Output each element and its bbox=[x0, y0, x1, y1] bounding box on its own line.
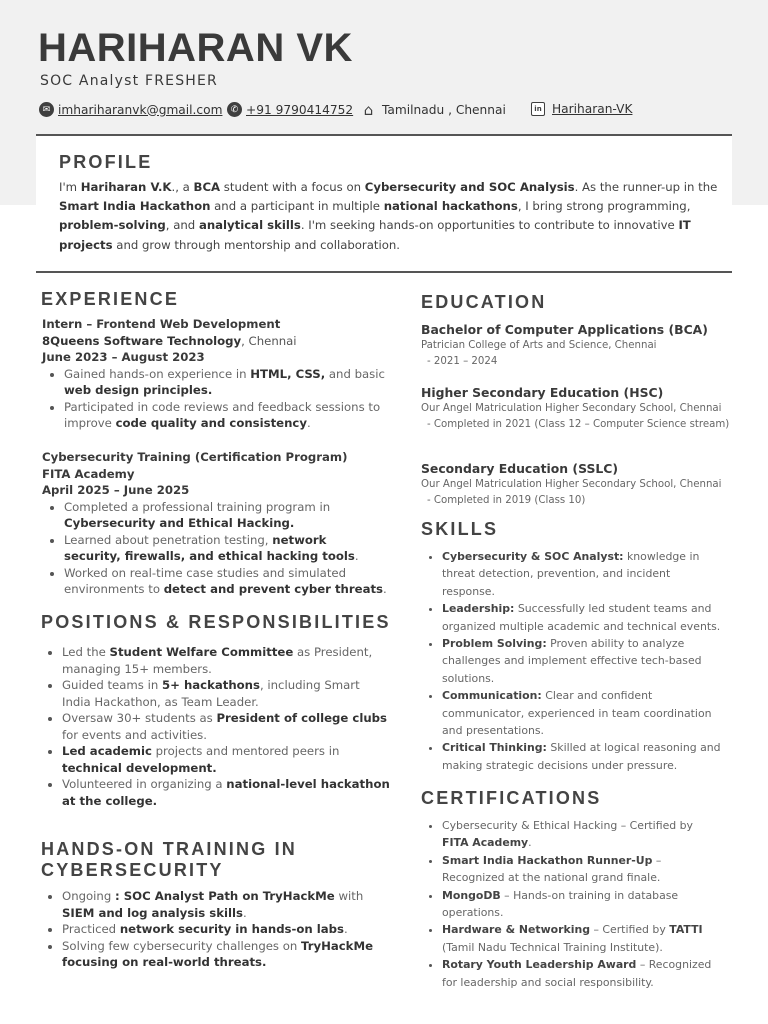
candidate-name: HARIHARAN VK bbox=[38, 26, 353, 70]
text: Led the bbox=[62, 645, 110, 659]
job-place: , Chennai bbox=[241, 333, 297, 348]
email-contact[interactable] bbox=[39, 102, 222, 117]
text: student with a focus on bbox=[220, 180, 365, 194]
text: Worked on real-time case studies and simulated environments to bbox=[64, 565, 347, 596]
linkedin-link[interactable]: Hariharan-VK bbox=[552, 102, 633, 116]
text: Oversaw 30+ students as bbox=[62, 711, 217, 725]
job-org: FITA Academy bbox=[42, 466, 135, 481]
text: . bbox=[383, 582, 387, 596]
phone-contact[interactable] bbox=[227, 102, 353, 117]
profile-summary bbox=[59, 178, 721, 255]
bold-text: Smart India Hackathon Runner-Up bbox=[442, 853, 653, 867]
location-contact bbox=[361, 102, 506, 117]
institution: Our Angel Matriculation Higher Secondary School, Chennai bbox=[421, 403, 722, 414]
list-item bbox=[442, 687, 722, 739]
job-dates: June 2023 – August 2023 bbox=[42, 350, 205, 364]
text: ., a bbox=[171, 180, 194, 194]
bold-text: Leadership: bbox=[442, 602, 515, 616]
text: . bbox=[306, 416, 311, 430]
experience-job bbox=[42, 316, 387, 432]
text: Clear and confident communicator, experienced in team coordination and presentations. bbox=[442, 689, 712, 738]
list-item bbox=[62, 921, 390, 938]
certifications-section bbox=[422, 817, 722, 991]
list-item bbox=[442, 739, 722, 774]
text: Learned about penetration testing, bbox=[64, 532, 273, 547]
bold-text: BCA bbox=[193, 180, 221, 194]
bold-text: Smart India Hackathon bbox=[59, 199, 211, 214]
job-title: Cybersecurity Training (Certification Program) bbox=[42, 450, 348, 464]
text: (Tamil Nadu Technical Training Institute). bbox=[442, 940, 663, 954]
mail-icon: ✉ bbox=[39, 102, 54, 117]
job-title: Intern – Frontend Web Development bbox=[42, 317, 281, 331]
experience-job bbox=[42, 449, 387, 598]
list-item bbox=[64, 532, 387, 565]
degree-title: Secondary Education (SSLC) bbox=[421, 461, 619, 476]
institution: Patrician College of Arts and Science, Chennai bbox=[421, 340, 657, 351]
list-item bbox=[442, 921, 722, 956]
bold-text: IT projects bbox=[59, 218, 691, 252]
list-item bbox=[64, 366, 387, 399]
bold-text: Communication: bbox=[442, 689, 542, 703]
text: Successfully led student teams and organized multiple academic and technical events. bbox=[442, 602, 721, 633]
bold-text: national hackathons bbox=[383, 199, 518, 214]
bold-text: : SOC Analyst Path on TryHackMe bbox=[114, 889, 335, 903]
bold-text: detect and prevent cyber threats bbox=[163, 582, 383, 596]
list-item bbox=[442, 600, 722, 635]
bold-text: Cybersecurity & SOC Analyst: bbox=[442, 550, 624, 563]
education-item bbox=[421, 460, 731, 508]
bold-text: Led academic bbox=[62, 744, 152, 758]
education-detail: - Completed in 2021 (Class 12 – Computer Science stream) bbox=[427, 418, 730, 430]
degree-title: Bachelor of Computer Applications (BCA) bbox=[421, 322, 708, 337]
job-bullets bbox=[42, 499, 387, 598]
phone-link[interactable]: +91 9790414752 bbox=[246, 102, 354, 117]
experience-heading: EXPERIENCE bbox=[41, 289, 180, 309]
bold-text: code quality and consistency bbox=[115, 416, 307, 430]
training-section bbox=[40, 888, 390, 971]
text: projects and mentored peers in bbox=[151, 744, 340, 758]
bold-text: SIEM and log analysis skills bbox=[62, 905, 243, 920]
list-item bbox=[442, 548, 722, 600]
list-item bbox=[62, 710, 390, 743]
list-item bbox=[442, 887, 722, 922]
divider bbox=[36, 271, 732, 273]
degree-title: Higher Secondary Education (HSC) bbox=[421, 385, 664, 400]
text: Completed a professional training program in bbox=[64, 499, 331, 514]
job-subtitle: SOC Analyst FRESHER bbox=[40, 73, 218, 89]
training-heading-line1: HANDS-ON TRAINING IN bbox=[41, 839, 297, 859]
training-heading bbox=[41, 839, 297, 881]
linkedin-contact[interactable] bbox=[531, 102, 632, 116]
text: Gained hands-on experience in bbox=[64, 366, 251, 381]
bold-text: TATTI bbox=[669, 923, 703, 937]
text: , including Smart India Hackathon, as Team Leader. bbox=[62, 678, 360, 709]
skills-section bbox=[422, 548, 722, 774]
list-item bbox=[62, 743, 390, 776]
text: Participated in code reviews and feedback sessions to improve bbox=[64, 399, 381, 430]
text: . bbox=[344, 922, 348, 936]
list-item bbox=[64, 499, 387, 532]
bold-text: HTML, CSS, bbox=[250, 366, 326, 381]
bold-text: President of college clubs bbox=[216, 711, 387, 725]
bold-text: 5+ hackathons bbox=[161, 678, 260, 692]
certifications-heading: CERTIFICATIONS bbox=[421, 788, 602, 808]
linkedin-icon: in bbox=[531, 102, 545, 116]
education-item bbox=[421, 384, 731, 432]
text: . bbox=[242, 905, 247, 920]
list-item bbox=[442, 852, 722, 887]
profile-heading: PROFILE bbox=[59, 152, 153, 172]
text: Skilled at logical reasoning and making strategic decisions under pressure. bbox=[442, 741, 721, 772]
bold-text: network security in hands-on labs bbox=[119, 922, 345, 936]
text: for events and activities. bbox=[62, 727, 207, 742]
bold-text: analytical skills bbox=[198, 218, 301, 233]
text: Solving few cybersecurity challenges on bbox=[62, 938, 302, 953]
job-dates: April 2025 – June 2025 bbox=[42, 483, 190, 497]
text: , I bring strong programming, bbox=[517, 199, 691, 214]
bold-text: Cybersecurity and SOC Analysis bbox=[364, 180, 575, 194]
education-detail: - 2021 – 2024 bbox=[427, 355, 498, 367]
text: – Recognized for leadership and social responsibility. bbox=[442, 958, 712, 989]
list-item bbox=[62, 776, 390, 809]
text: knowledge in threat detection, prevention, and incident response. bbox=[442, 550, 700, 598]
bold-text: Student Welfare Committee bbox=[109, 645, 294, 659]
bold-text: Cybersecurity and Ethical Hacking. bbox=[64, 516, 295, 530]
list-item bbox=[62, 644, 390, 677]
bold-text: Hariharan V.K bbox=[80, 180, 172, 194]
list-item bbox=[442, 635, 722, 687]
text: Volunteered in organizing a bbox=[62, 777, 227, 791]
skills-list bbox=[422, 548, 722, 774]
text: and basic bbox=[325, 366, 385, 381]
text: . As the runner-up in the bbox=[574, 180, 718, 194]
bold-text: web design principles. bbox=[64, 383, 213, 397]
positions-section bbox=[40, 644, 390, 809]
text: and grow through mentorship and collaboration. bbox=[112, 237, 400, 252]
job-org-line bbox=[42, 333, 387, 350]
skills-heading: SKILLS bbox=[421, 519, 499, 539]
list-item bbox=[62, 938, 390, 971]
bold-text: TryHackMe focusing on real-world threats. bbox=[62, 938, 374, 969]
institution: Our Angel Matriculation Higher Secondary School, Chennai bbox=[421, 479, 722, 490]
bold-text: problem-solving bbox=[59, 218, 166, 233]
bold-text: Problem Solving: bbox=[442, 637, 547, 651]
list-item bbox=[62, 888, 390, 921]
email-link[interactable]: imhariharanvk@gmail.com bbox=[58, 102, 223, 117]
training-bullets bbox=[40, 888, 390, 971]
education-detail: - Completed in 2019 (Class 10) bbox=[427, 494, 586, 506]
education-heading: EDUCATION bbox=[421, 292, 547, 312]
text: Proven ability to analyze challenges and implement effective tech-based solutions. bbox=[442, 637, 702, 685]
bold-text: Hardware & Networking bbox=[442, 923, 591, 937]
text: . bbox=[528, 836, 532, 850]
text: I'm bbox=[59, 180, 81, 194]
list-item bbox=[64, 399, 387, 432]
bold-text: network security, firewalls, and ethical hacking tools bbox=[64, 532, 355, 563]
home-icon: ⌂ bbox=[363, 100, 374, 119]
list-item bbox=[442, 956, 722, 991]
text: – Hands-on training in database operations. bbox=[442, 888, 679, 920]
text: Practiced bbox=[62, 922, 120, 936]
text: with bbox=[334, 889, 364, 903]
location-text: Tamilnadu , Chennai bbox=[382, 102, 506, 117]
text: , and bbox=[165, 218, 199, 233]
bold-text: MongoDB bbox=[442, 888, 501, 902]
text: – Recognized at the national grand finale. bbox=[442, 853, 662, 885]
phone-icon: ✆ bbox=[227, 102, 242, 117]
list-item bbox=[64, 565, 387, 598]
job-bullets bbox=[42, 366, 387, 432]
text: Ongoing bbox=[62, 889, 115, 903]
bold-text: technical development. bbox=[62, 760, 217, 775]
text: Cybersecurity & Ethical Hacking – Certified by bbox=[442, 819, 694, 832]
positions-heading: POSITIONS & RESPONSIBILITIES bbox=[41, 612, 391, 632]
list-item bbox=[62, 677, 390, 710]
bold-text: Rotary Youth Leadership Award bbox=[442, 958, 637, 972]
text: as President, managing 15+ members. bbox=[62, 645, 373, 676]
bold-text: Critical Thinking: bbox=[442, 741, 547, 755]
bold-text: FITA Academy bbox=[442, 836, 529, 850]
text: . bbox=[354, 549, 359, 563]
bold-text: national-level hackathon at the college. bbox=[62, 777, 390, 808]
list-item bbox=[442, 817, 722, 852]
text: . I'm seeking hands-on opportunities to contribute to innovative bbox=[300, 218, 679, 233]
positions-bullets bbox=[40, 644, 390, 809]
certifications-list bbox=[422, 817, 722, 991]
text: – Certified by bbox=[590, 923, 670, 937]
job-org: 8Queens Software Technology bbox=[42, 333, 242, 348]
training-heading-line2: CYBERSECURITY bbox=[41, 860, 224, 880]
education-item bbox=[421, 321, 731, 369]
text: Guided teams in bbox=[62, 678, 162, 692]
text: and a participant in multiple bbox=[210, 199, 384, 214]
